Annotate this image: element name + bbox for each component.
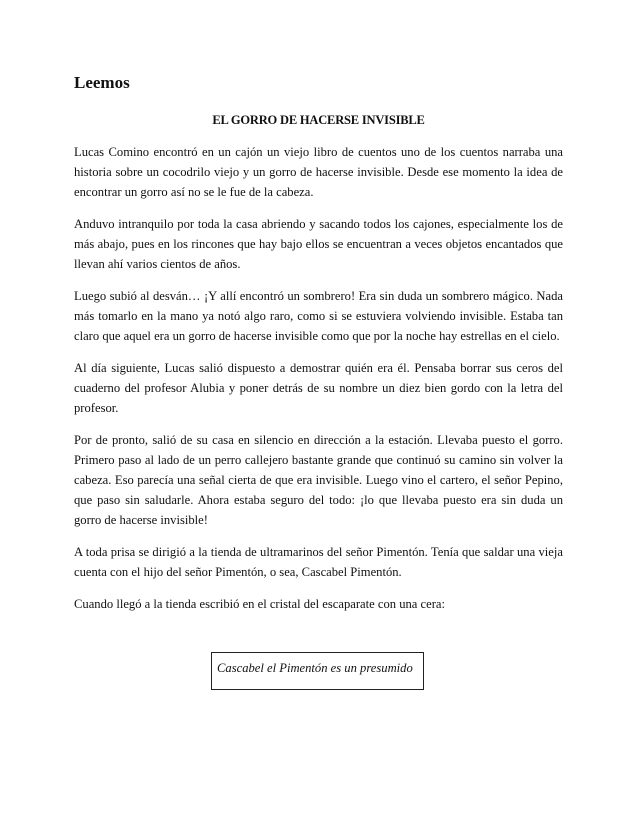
paragraph: Lucas Comino encontró en un cajón un viejo libro de cuentos uno de los cuentos narraba una historia sobre un cocodrilo viejo y un gorro de hacerse invisible. Desde ese momento la idea de encontrar un gorro así no se le fue de la cabeza. xyxy=(74,145,563,199)
section-heading: Leemos xyxy=(74,73,130,92)
paragraph: Luego subió al desván… ¡Y allí encontró un sombrero! Era sin duda un sombrero mágico. Nada más tomarlo en la mano ya notó algo raro, como si se estuviera volviendo invisible. Estaba tan claro que aquel era un gorro de hacerse invisible como que por la noche hay estrellas en el cielo. xyxy=(74,289,563,343)
story-body xyxy=(74,142,563,626)
paragraph: Al día siguiente, Lucas salió dispuesto a demostrar quién era él. Pensaba borrar sus ceros del cuaderno del profesor Alubia y poner detrás de su nombre un diez bien gordo con la letra del profesor. xyxy=(74,361,563,415)
boxed-quote: Cascabel el Pimentón es un presumido xyxy=(211,652,424,690)
story-title: EL GORRO DE HACERSE INVISIBLE xyxy=(212,113,425,127)
paragraph: Cuando llegó a la tienda escribió en el cristal del escaparate con una cera: xyxy=(74,597,445,611)
paragraph: A toda prisa se dirigió a la tienda de ultramarinos del señor Pimentón. Tenía que saldar una vieja cuenta con el hijo del señor Pimentón, o sea, Cascabel Pimentón. xyxy=(74,545,563,579)
paragraph: Por de pronto, salió de su casa en silencio en dirección a la estación. Llevaba puesto el gorro. Primero paso al lado de un perro callejero bastante grande que continuó su camino sin volver la cabeza. Eso parecía una señal cierta de que era invisible. Luego vino el cartero, el señor Pepino, que paso sin saludarle. Ahora estaba seguro del todo: ¡lo que llevaba puesto era sin duda un gorro de hacerse invisible! xyxy=(74,433,563,527)
paragraph: Anduvo intranquilo por toda la casa abriendo y sacando todos los cajones, especialmente los de más abajo, pues en los rincones que hay bajo ellos se encuentran a veces objetos encantados que llevan ahí varios cientos de años. xyxy=(74,217,563,271)
